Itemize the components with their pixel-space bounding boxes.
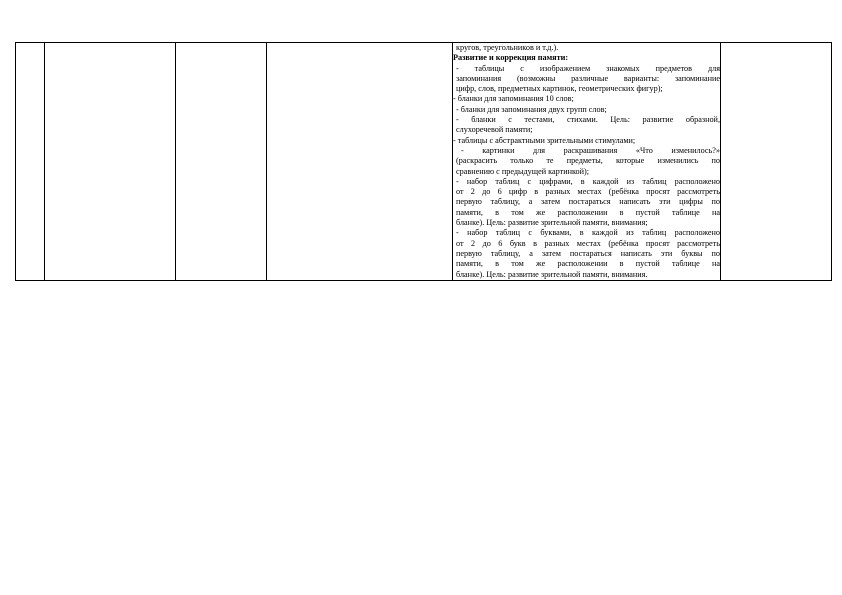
text-line: памяти, в том же расположении в пустой таблице на xyxy=(456,259,720,269)
text-line: цифр, слов, предметных картинок, геометрических фигур); xyxy=(456,84,663,94)
text-line: - бланки для запоминания 10 слов; xyxy=(453,94,574,104)
text-line: - бланки с тестами, стихами. Цель: развитие образной, xyxy=(456,115,720,125)
text-line: слухоречевой памяти; xyxy=(456,125,533,135)
content-cell xyxy=(453,43,721,281)
table-cell-2 xyxy=(45,43,176,281)
text-line: первую таблицу, а затем постараться написать эти цифры по xyxy=(456,197,720,207)
text-line: - бланки для запоминания двух групп слов; xyxy=(456,104,607,114)
text-line: - таблицы с абстрактными зрительными стимулами; xyxy=(453,135,636,145)
text-line: - картинки для раскрашивания «Что изменилось?» xyxy=(461,145,720,155)
text-line: - набор таблиц с буквами, в каждой из таблиц расположено xyxy=(456,228,720,238)
text-line: бланке). Цель: развитие зрительной памяти, внимания; xyxy=(456,218,648,228)
table-cell-4 xyxy=(267,43,453,281)
text-line: бланке). Цель: развитие зрительной памяти, внимания. xyxy=(456,269,648,279)
text-line: от 2 до 6 цифр в разных местах (ребёнка просят рассмотреть xyxy=(456,187,720,197)
table-cell-1 xyxy=(16,43,45,281)
text-line: - набор таблиц с цифрами, в каждой из таблиц расположено xyxy=(456,176,720,186)
table-cell-6 xyxy=(721,43,832,281)
text-line: первую таблицу, а затем постараться написать эти буквы по xyxy=(456,248,720,258)
section-heading: Развитие и коррекция памяти: xyxy=(453,53,569,63)
table-row xyxy=(16,43,832,281)
table-cell-3 xyxy=(176,43,267,281)
document-table xyxy=(15,42,832,281)
text-line: кругов, треугольников и т.д.). xyxy=(456,43,559,52)
text-line: (раскрасить только те предметы, которые изменились по xyxy=(456,156,720,166)
text-line: запоминания (возможны различные варианты: запоминание xyxy=(456,73,720,83)
text-line: от 2 до 6 букв в разных местах (ребёнка просят рассмотреть xyxy=(456,238,720,248)
text-line: - таблицы с изображением знакомых предметов для xyxy=(456,63,720,73)
text-line: сравнению с предыдущей картинкой); xyxy=(456,166,589,176)
text-line: памяти, в том же расположении в пустой таблице на xyxy=(456,207,720,217)
